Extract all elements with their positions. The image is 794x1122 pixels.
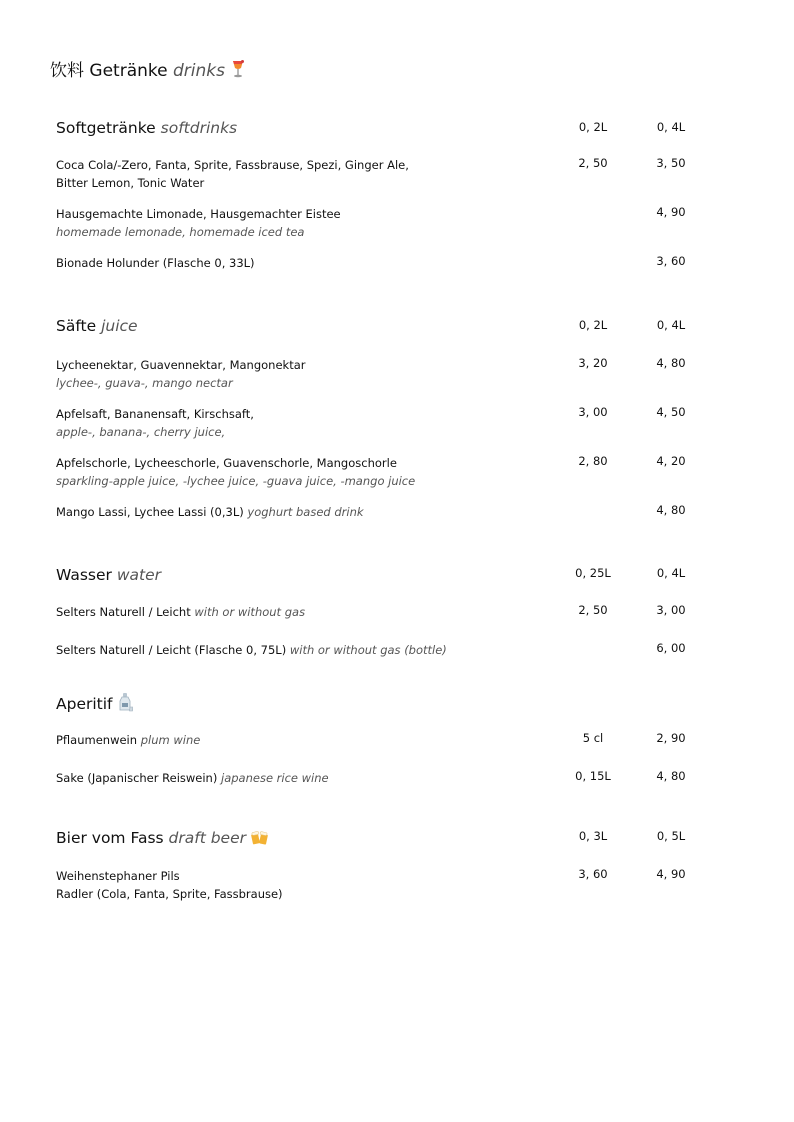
size-header-2: 0, 4L — [656, 318, 686, 332]
price-large: 3, 50 — [656, 156, 686, 170]
menu-item: Sake (Japanischer Reiswein) japanese rice wine — [56, 771, 329, 785]
price-small: 2, 50 — [578, 603, 608, 617]
menu-item: Bionade Holunder (Flasche 0, 33L) — [56, 256, 255, 270]
price-small: 2, 80 — [578, 454, 608, 468]
price-small: 3, 60 — [578, 867, 608, 881]
price-large: 2, 90 — [656, 731, 686, 745]
menu-item: Apfelschorle, Lycheeschorle, Guavenschorle, Mangoschorle sparkling-apple juice, -lychee juice, -guava juice, -mango juice — [56, 456, 416, 488]
price-large: 6, 00 — [656, 641, 686, 655]
price-large: 4, 90 — [656, 205, 686, 219]
beer-mugs-icon — [251, 828, 269, 846]
sake-bottle-icon — [117, 692, 133, 712]
size-header-1: 0, 25L — [575, 566, 611, 580]
price-small: 0, 15L — [575, 769, 611, 783]
price-large: 4, 80 — [656, 503, 686, 517]
size-header-1: 0, 3L — [578, 829, 608, 843]
menu-item: Mango Lassi, Lychee Lassi (0,3L) yoghurt based drink — [56, 505, 364, 519]
price-large: 4, 90 — [656, 867, 686, 881]
menu-item: Lycheenektar, Guavennektar, Mangonektar lychee-, guava-, mango nectar — [56, 358, 306, 390]
title-chinese: 饮料 — [50, 61, 84, 81]
price-small: 5 cl — [582, 731, 604, 745]
section-title-juice: Säfte juice — [56, 317, 138, 335]
title-german: Getränke — [89, 61, 168, 81]
size-header-2: 0, 4L — [656, 120, 686, 134]
menu-item: Selters Naturell / Leicht (Flasche 0, 75L) with or without gas (bottle) — [56, 643, 447, 657]
menu-item: Pflaumenwein plum wine — [56, 733, 201, 747]
size-header-2: 0, 5L — [656, 829, 686, 843]
title-english: drinks — [173, 61, 225, 81]
price-large: 4, 80 — [656, 356, 686, 370]
price-large: 4, 80 — [656, 769, 686, 783]
size-header-1: 0, 2L — [578, 120, 608, 134]
cocktail-icon — [230, 59, 246, 79]
price-large: 4, 20 — [656, 454, 686, 468]
section-title-softdrinks: Softgetränke softdrinks — [56, 119, 238, 137]
size-header-2: 0, 4L — [656, 566, 686, 580]
menu-item: Selters Naturell / Leicht with or without gas — [56, 605, 306, 619]
section-title-water: Wasser water — [56, 566, 162, 584]
menu-item: Apfelsaft, Bananensaft, Kirschsaft, apple-, banana-, cherry juice, — [56, 407, 254, 439]
price-large: 4, 50 — [656, 405, 686, 419]
price-large: 3, 60 — [656, 254, 686, 268]
price-small: 3, 20 — [578, 356, 608, 370]
price-large: 3, 00 — [656, 603, 686, 617]
section-title-aperitif: Aperitif — [56, 692, 133, 713]
menu-item: Hausgemachte Limonade, Hausgemachter Eistee homemade lemonade, homemade iced tea — [56, 207, 341, 239]
section-title-draft-beer: Bier vom Fass draft beer — [56, 828, 269, 847]
price-small: 2, 50 — [578, 156, 608, 170]
size-header-1: 0, 2L — [578, 318, 608, 332]
menu-item: Coca Cola/-Zero, Fanta, Sprite, Fassbrause, Spezi, Ginger Ale, Bitter Lemon, Tonic Water — [56, 158, 409, 190]
menu-item: Weihenstephaner Pils Radler (Cola, Fanta, Sprite, Fassbrause) — [56, 869, 283, 901]
price-small: 3, 00 — [578, 405, 608, 419]
page-title — [50, 56, 246, 81]
